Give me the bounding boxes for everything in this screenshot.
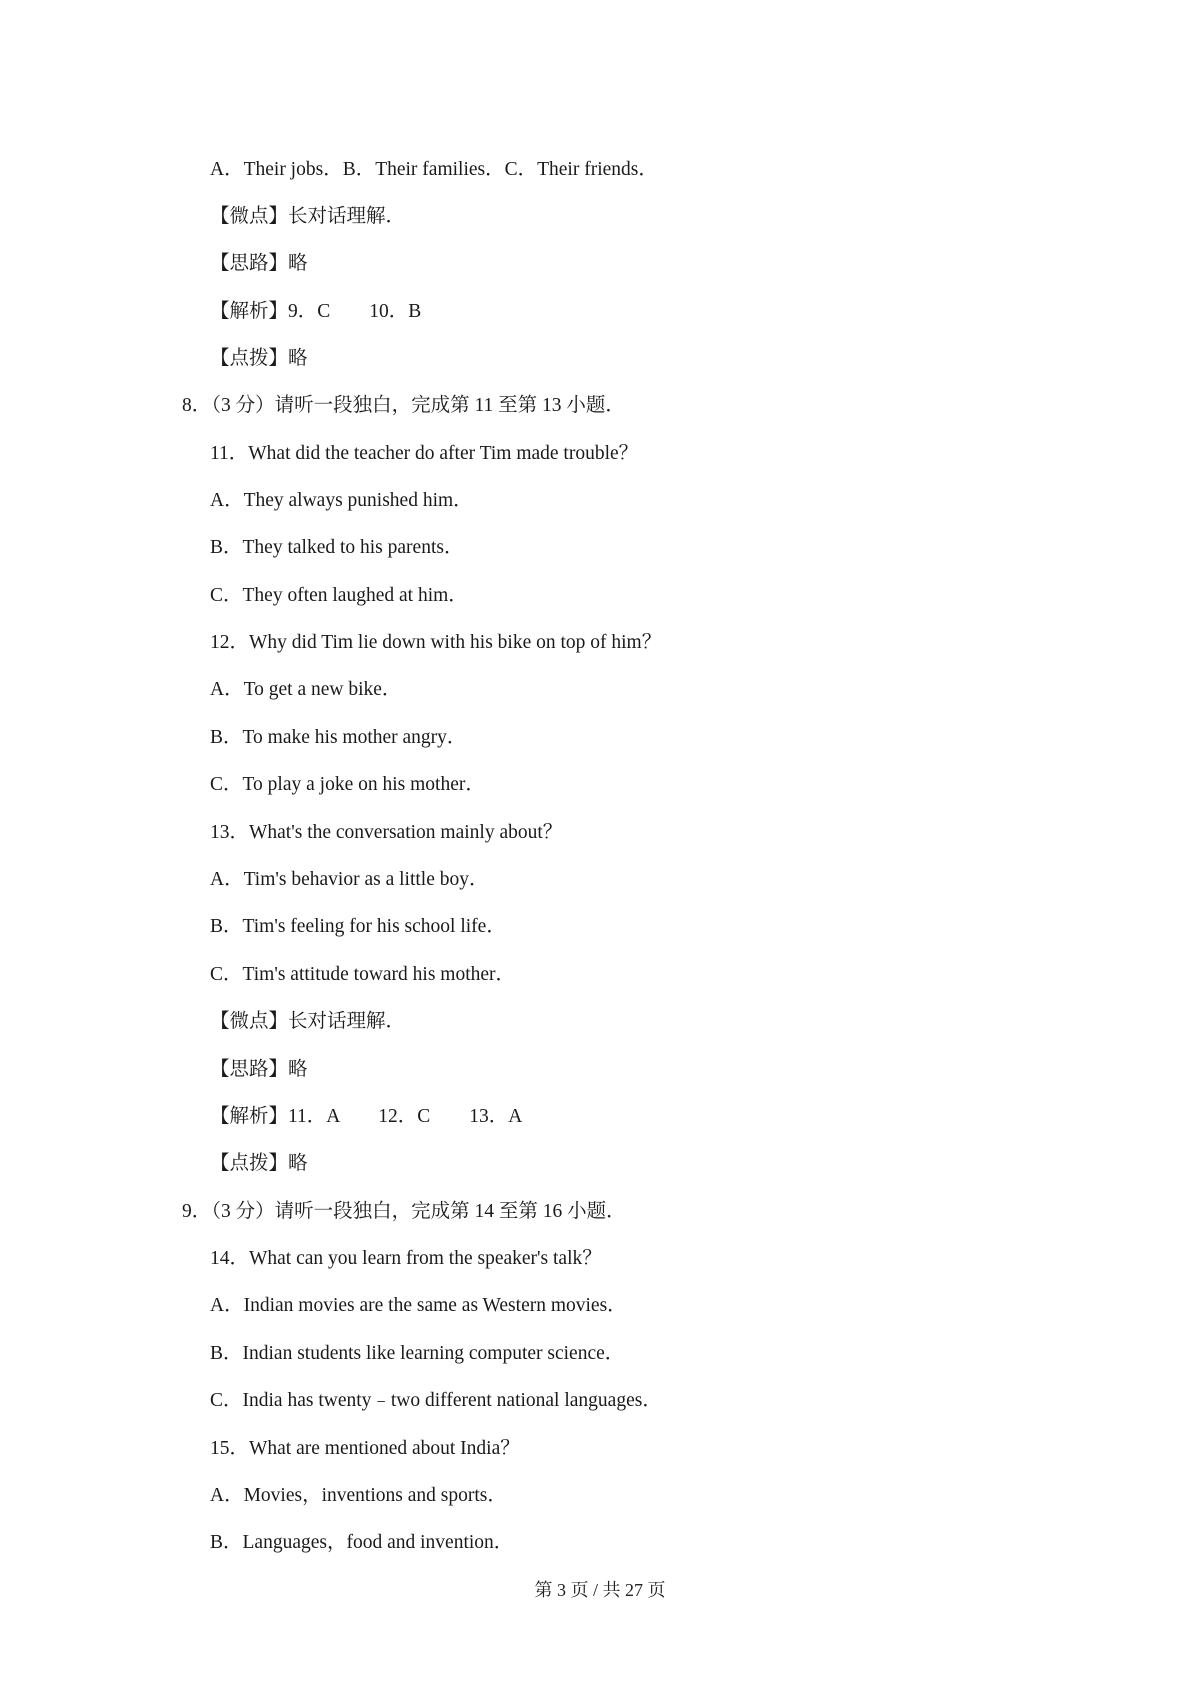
text-line: 14．What can you learn from the speaker's talk？ [210,1248,602,1269]
text-line: 【解析】9．C 10．B [210,301,422,322]
text-line: A．They always punished him． [210,490,473,511]
text-line: 【解析】11．A 12．C 13．A [210,1106,523,1127]
question-heading: 8．（3 分）请听一段独白，完成第 11 至第 13 小题． [182,395,625,416]
question-heading: 9．（3 分）请听一段独白，完成第 14 至第 16 小题． [182,1201,626,1222]
text-line: C．To play a joke on his mother． [210,774,485,795]
text-line: C．Tim's attitude toward his mother． [210,964,516,985]
text-line: A．Tim's behavior as a little boy． [210,869,489,890]
text-line: C．India has twenty﹣two different national languages． [210,1390,662,1411]
text-line: B．Languages，food and invention． [210,1532,514,1553]
text-line: B．Indian students like learning computer science． [210,1343,625,1364]
text-line: B．They talked to his parents． [210,537,464,558]
text-line: A．Their jobs．B．Their families．C．Their friends． [210,159,658,180]
text-line: 11．What did the teacher do after Tim made trouble？ [210,443,639,464]
text-line: 【微点】长对话理解． [210,1011,406,1032]
text-line: 13．What's the conversation mainly about？ [210,822,563,843]
text-line: B．Tim's feeling for his school life． [210,916,506,937]
text-line: 【思路】略 [210,1059,308,1080]
text-line: A．To get a new bike． [210,679,402,700]
text-line: 【微点】长对话理解． [210,206,406,227]
text-line: C．They often laughed at him． [210,585,468,606]
text-line: B．To make his mother angry． [210,727,467,748]
text-line: 【思路】略 [210,253,308,274]
text-line: 【点拨】略 [210,348,308,369]
text-line: A．Movies，inventions and sports． [210,1485,507,1506]
text-line: 15．What are mentioned about India？ [210,1438,520,1459]
text-line: 【点拨】略 [210,1153,308,1174]
text-line: 12．Why did Tim lie down with his bike on top of him？ [210,632,662,653]
page-footer: 第 3 页 / 共 27 页 [534,1580,666,1600]
text-line: A．Indian movies are the same as Western movies． [210,1295,627,1316]
